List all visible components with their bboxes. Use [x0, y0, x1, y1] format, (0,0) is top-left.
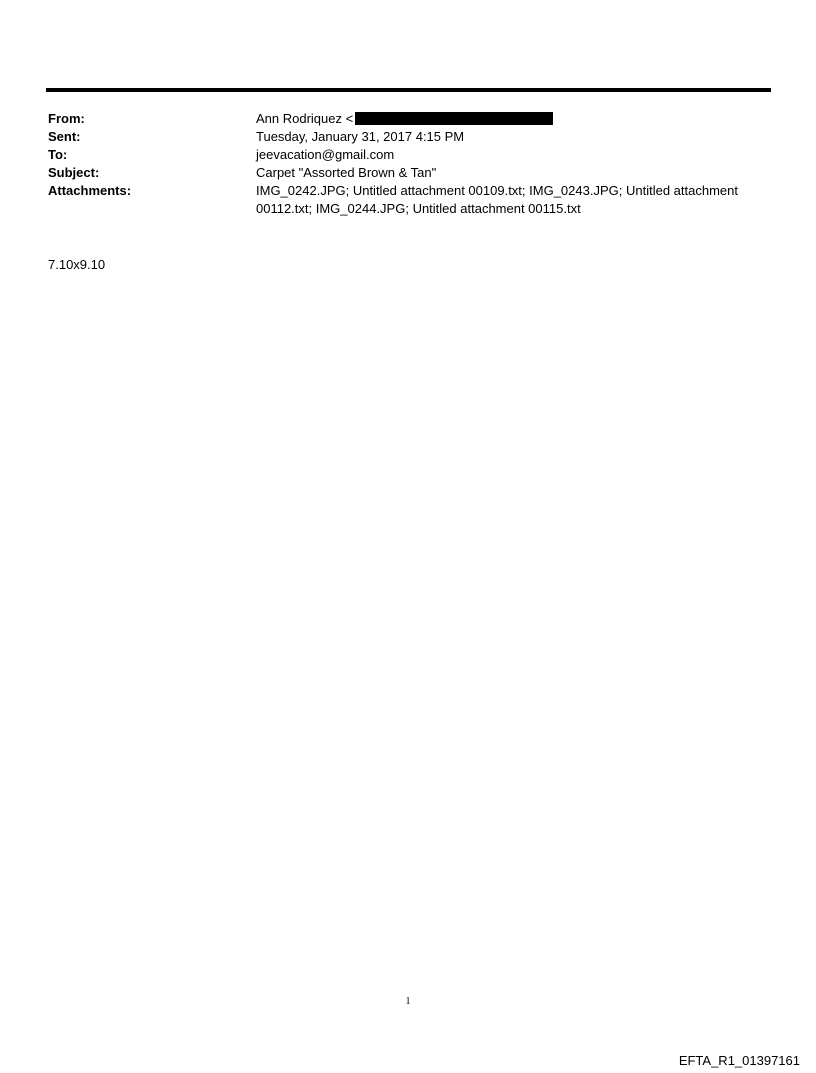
sender-name: Ann Rodriquez < — [256, 111, 354, 126]
sent-row — [48, 128, 768, 146]
to-value: jeevacation@gmail.com — [256, 147, 395, 162]
attachments-row — [48, 182, 768, 218]
email-body: 7.10x9.10 — [48, 257, 106, 272]
from-label: From: — [48, 111, 85, 126]
subject-value: Carpet "Assorted Brown & Tan" — [256, 165, 437, 180]
header-divider — [46, 88, 771, 92]
attachments-value: IMG_0242.JPG; Untitled attachment 00109.txt; IMG_0243.JPG; Untitled attachment 00112.txt; IMG_0244.JPG; Untitled attachment 00115.txt — [256, 183, 738, 216]
subject-label: Subject: — [48, 165, 100, 180]
sent-value: Tuesday, January 31, 2017 4:15 PM — [256, 129, 465, 144]
subject-row — [48, 164, 768, 182]
bates-number: EFTA_R1_01397161 — [678, 1053, 800, 1068]
redaction-block — [355, 112, 553, 125]
to-row — [48, 146, 768, 164]
from-row — [48, 110, 768, 128]
page-number: 1 — [405, 996, 411, 1007]
sent-label: Sent: — [48, 129, 81, 144]
to-label: To: — [48, 147, 68, 162]
attachments-label: Attachments: — [48, 183, 132, 198]
email-header — [48, 110, 768, 218]
from-value — [256, 110, 768, 128]
